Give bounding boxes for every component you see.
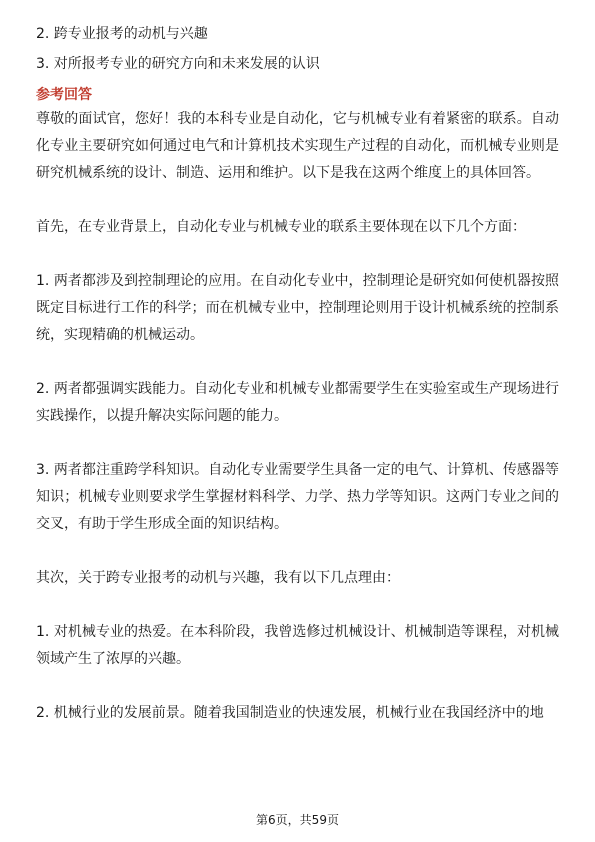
paragraph: 尊敬的面试官，您好！我的本科专业是自动化，它与机械专业有着紧密的联系。自动化专业主要研究如何通过电气和计算机技术实现生产过程的自动化，而机械专业则是研究机械系统的设计、制造、运用和维护。以下是我在这两个维度上的具体回答。 xyxy=(36,111,559,181)
paragraph: 首先，在专业背景上，自动化专业与机械专业的联系主要体现在以下几个方面： xyxy=(36,219,526,235)
paragraph: 2. 机械行业的发展前景。随着我国制造业的快速发展，机械行业在我国经济中的地 xyxy=(36,705,544,721)
paragraph: 2. 两者都强调实践能力。自动化专业和机械专业都需要学生在实验室或生产现场进行实践操作，以提升解决实际问题的能力。 xyxy=(36,381,559,424)
paragraph: 1. 对机械专业的热爱。在本科阶段，我曾选修过机械设计、机械制造等课程，对机械领域产生了浓厚的兴趣。 xyxy=(36,624,559,667)
paragraph: 3. 两者都注重跨学科知识。自动化专业需要学生具备一定的电气、计算机、传感器等知识；机械专业则要求学生掌握材料科学、力学、热力学等知识。这两门专业之间的交叉，有助于学生形成全面的知识结构。 xyxy=(36,462,559,532)
paragraph: 其次，关于跨专业报考的动机与兴趣，我有以下几点理由： xyxy=(36,570,400,586)
page-number: 第6页，共59页 xyxy=(256,813,339,827)
paragraph: 1. 两者都涉及到控制理论的应用。在自动化专业中，控制理论是研究如何使机器按照既定目标进行工作的科学；而在机械专业中，控制理论则用于设计机械系统的控制系统，实现精确的机械运动。 xyxy=(36,273,559,343)
reference-heading: 参考回答 xyxy=(36,87,92,103)
outline-item: 3. 对所报考专业的研究方向和未来发展的认识 xyxy=(36,56,320,72)
document-page xyxy=(36,24,559,727)
outline-item: 2. 跨专业报考的动机与兴趣 xyxy=(36,26,208,42)
